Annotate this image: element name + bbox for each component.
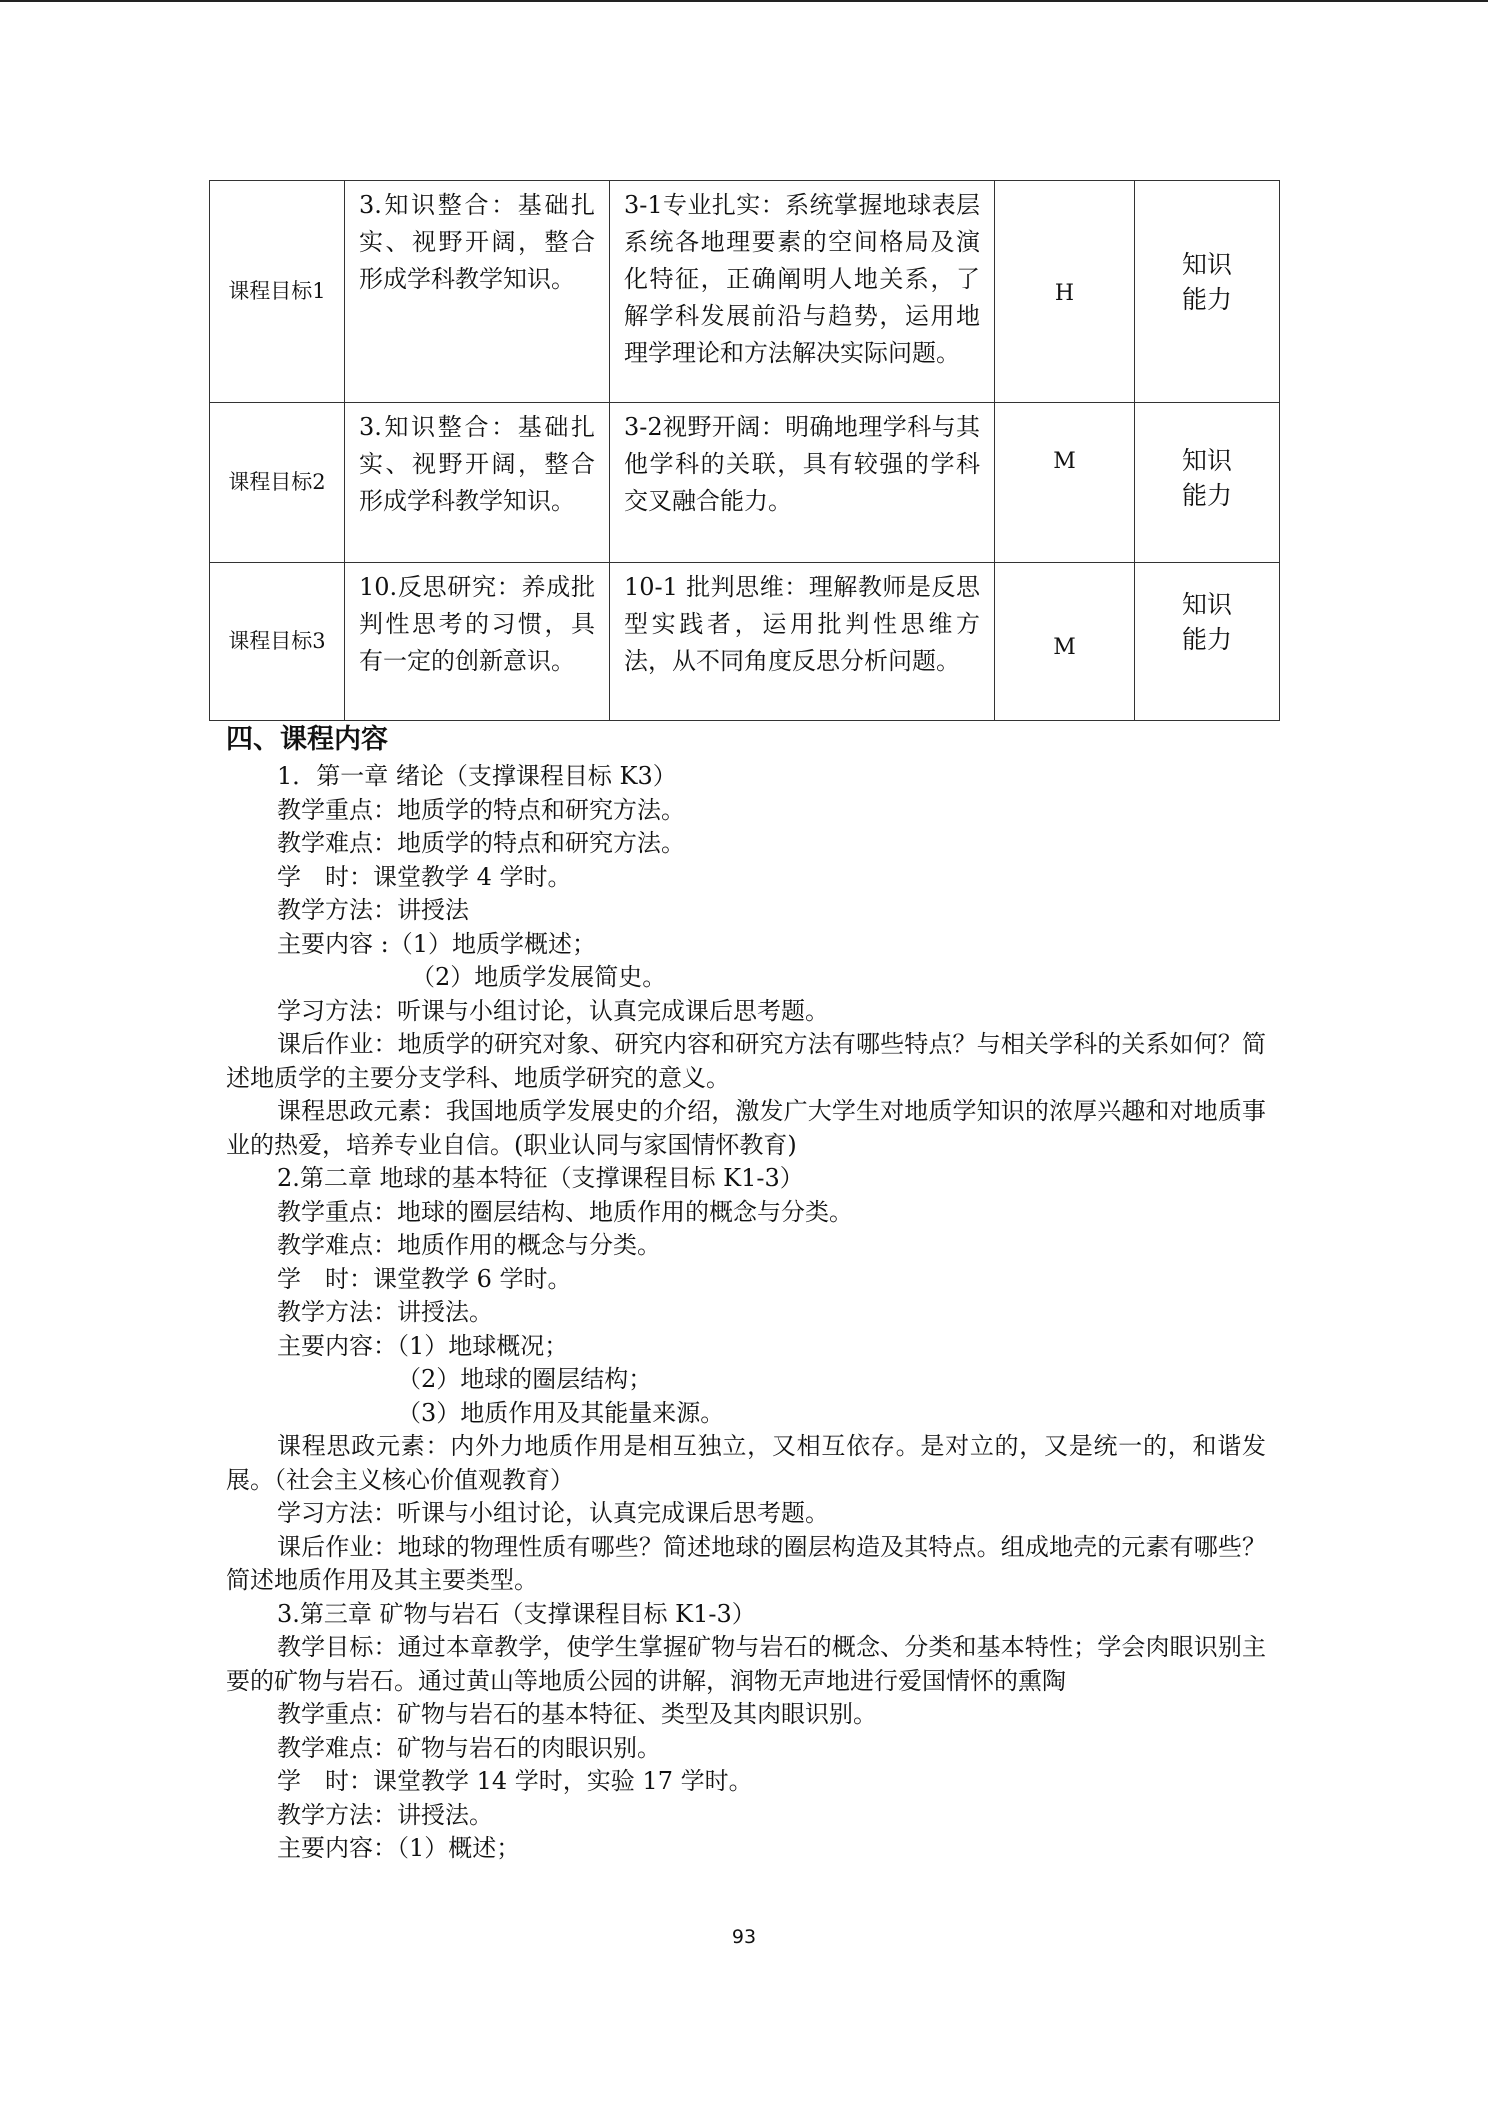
support-level-cell [995,181,1135,403]
main-content-item: （2）地质学发展简史。 [411,963,667,991]
indicator-cell: 3-2视野开阔：明确地理学科与其他学科的关联，具有较强的学科交叉融合能力。 [610,403,995,563]
class-hours: 学 时：课堂教学 4 学时。 [277,862,572,891]
chapter-title: 1．第一章 绪论（支撑课程目标 K3） [277,762,677,790]
homework: 课后作业：地质学的研究对象、研究内容和研究方法有哪些特点？与相关学科的关系如何？简述地质学的主要分支学科、地质学研究的意义。 [226,1030,1266,1092]
table-row [210,181,1280,403]
indicator-cell: 10-1 批判思维：理解教师是反思型实践者，运用批判性思维方法，从不同角度反思分析问题。 [610,563,995,721]
type-label: 知识 [1181,590,1232,619]
teaching-method: 教学方法：讲授法 [277,896,469,924]
indicator-cell: 3-1专业扎实：系统掌握地球表层系统各地理要素的空间格局及演化特征，正确阐明人地关系，了解学科发展前沿与趋势，运用地理学理论和方法解决实际问题。 [610,181,995,403]
main-content: 主要内容：（1）地球概况； [277,1331,569,1360]
page-top-border [0,0,1488,2]
teaching-difficulty: 教学难点：地质作用的概念与分类。 [277,1231,661,1259]
course-objectives-table [209,180,1280,721]
learning-method: 学习方法：听课与小组讨论，认真完成课后思考题。 [277,1499,829,1527]
teaching-method: 教学方法：讲授法。 [277,1800,493,1829]
teaching-difficulty: 教学难点：地质学的特点和研究方法。 [277,829,685,857]
type-label: 能力 [1181,625,1232,654]
main-content-item: （2）地球的圈层结构； [397,1365,653,1393]
class-hours: 学 时：课堂教学 14 学时，实验 17 学时。 [277,1767,753,1795]
support-level: M [1053,635,1076,660]
goal-cell: 课程目标1 [210,181,345,403]
type-label: 知识 [1181,250,1232,279]
chapter-title: 2.第二章 地球的基本特征（支撑课程目标 K1-3） [277,1164,804,1192]
table-row [210,403,1280,563]
teaching-method: 教学方法：讲授法。 [277,1298,493,1326]
requirement-cell: 3.知识整合：基础扎实、视野开阔，整合形成学科教学知识。 [345,403,610,563]
type-cell [1135,181,1280,403]
learning-method: 学习方法：听课与小组讨论，认真完成课后思考题。 [277,996,829,1025]
teaching-difficulty: 教学难点：矿物与岩石的肉眼识别。 [277,1733,661,1762]
support-level: H [1054,281,1075,306]
teaching-goal: 教学目标：通过本章教学，使学生掌握矿物与岩石的概念、分类和基本特性；学会肉眼识别主要的矿物与岩石。通过黄山等地质公园的讲解，润物无声地进行爱国情怀的熏陶 [226,1633,1266,1695]
support-level-cell [995,563,1135,721]
goal-cell: 课程目标3 [210,563,345,721]
section-title: 四、课程内容 [226,724,388,755]
homework: 课后作业：地球的物理性质有哪些？简述地球的圈层构造及其特点。组成地壳的元素有哪些？简述地质作用及其主要类型。 [226,1532,1266,1594]
type-label: 能力 [1181,481,1232,510]
course-content [226,720,1266,1866]
requirement-cell: 3.知识整合：基础扎实、视野开阔，整合形成学科教学知识。 [345,181,610,403]
ideology-element: 课程思政元素：内外力地质作用是相互独立，又相互依存。是对立的，又是统一的，和谐发展。（社会主义核心价值观教育） [226,1432,1266,1494]
main-content-item: （3）地质作用及其能量来源。 [397,1398,725,1427]
teaching-focus: 教学重点：矿物与岩石的基本特征、类型及其肉眼识别。 [277,1700,877,1728]
type-label: 知识 [1181,446,1232,475]
support-level: M [1053,449,1076,474]
teaching-focus: 教学重点：地质学的特点和研究方法。 [277,795,685,824]
goal-cell: 课程目标2 [210,403,345,563]
type-label: 能力 [1181,285,1232,314]
table-row [210,563,1280,721]
chapter-title: 3.第三章 矿物与岩石（支撑课程目标 K1-3） [277,1599,756,1628]
class-hours: 学 时：课堂教学 6 学时。 [277,1264,572,1293]
main-content: 主要内容：（1）概述； [277,1834,521,1862]
ideology-element: 课程思政元素：我国地质学发展史的介绍，激发广大学生对地质学知识的浓厚兴趣和对地质事业的热爱，培养专业自信。(职业认同与家国情怀教育) [226,1097,1266,1159]
teaching-focus: 教学重点：地球的圈层结构、地质作用的概念与分类。 [277,1197,853,1226]
support-level-cell [995,403,1135,563]
requirement-cell: 10.反思研究：养成批判性思考的习惯，具有一定的创新意识。 [345,563,610,721]
type-cell [1135,563,1280,721]
page-number: 93 [731,1926,757,1948]
main-content: 主要内容 :（1）地质学概述； [277,929,596,958]
type-cell [1135,403,1280,563]
